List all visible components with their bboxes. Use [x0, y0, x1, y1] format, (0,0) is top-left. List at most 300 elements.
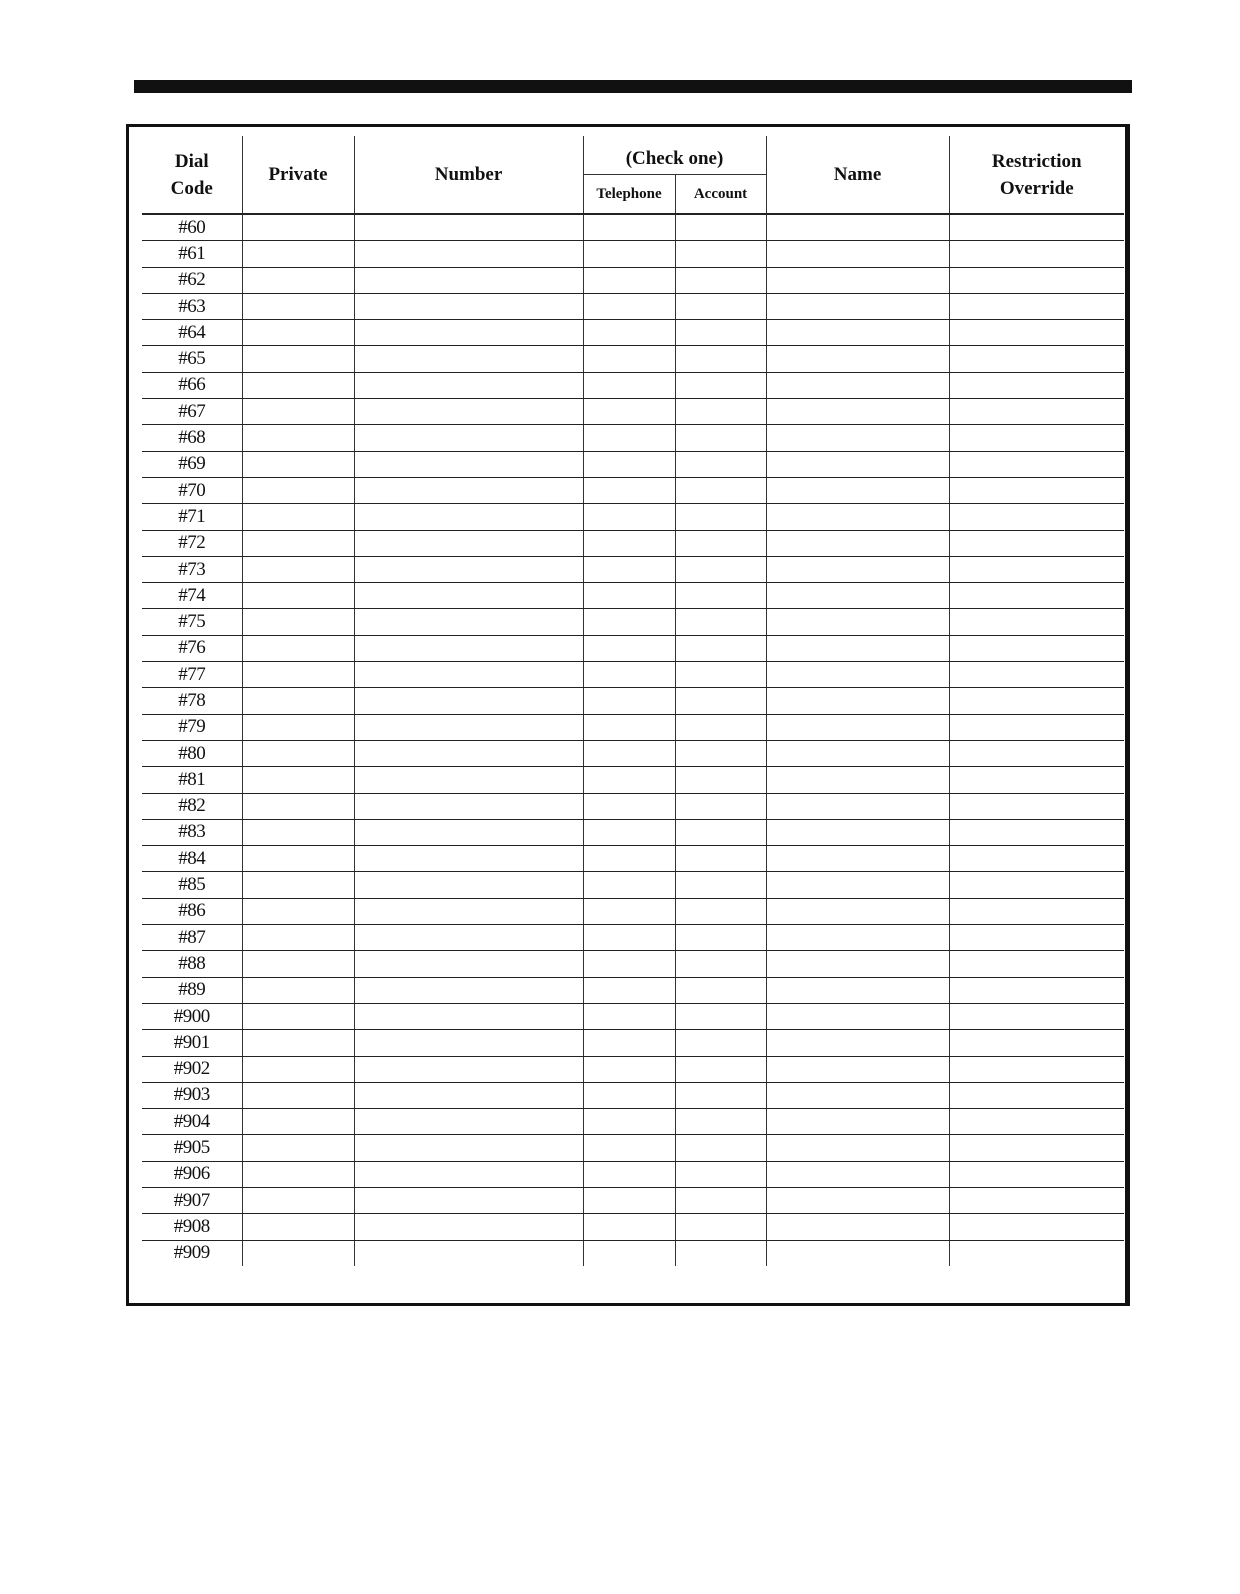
private-cell[interactable] [242, 925, 354, 951]
telephone-check-cell[interactable] [583, 451, 675, 477]
restriction-override-cell[interactable] [949, 925, 1124, 951]
telephone-check-cell[interactable] [583, 635, 675, 661]
name-cell[interactable] [766, 1082, 949, 1108]
private-cell[interactable] [242, 1109, 354, 1135]
telephone-check-cell[interactable] [583, 399, 675, 425]
account-check-cell[interactable] [675, 872, 766, 898]
number-cell[interactable] [354, 1003, 583, 1029]
restriction-override-cell[interactable] [949, 1003, 1124, 1029]
number-cell[interactable] [354, 635, 583, 661]
dial-code-cell: #75 [142, 609, 242, 635]
number-cell[interactable] [354, 1056, 583, 1082]
telephone-check-cell[interactable] [583, 1056, 675, 1082]
number-cell[interactable] [354, 1030, 583, 1056]
number-cell[interactable] [354, 451, 583, 477]
table-row [142, 819, 1124, 845]
name-cell[interactable] [766, 399, 949, 425]
account-check-cell[interactable] [675, 714, 766, 740]
name-cell[interactable] [766, 1240, 949, 1266]
restriction-override-cell[interactable] [949, 214, 1124, 241]
account-check-cell[interactable] [675, 688, 766, 714]
telephone-check-cell[interactable] [583, 714, 675, 740]
restriction-override-cell[interactable] [949, 425, 1124, 451]
account-check-cell[interactable] [675, 740, 766, 766]
telephone-header [583, 175, 675, 215]
telephone-check-cell[interactable] [583, 293, 675, 319]
number-cell[interactable] [354, 898, 583, 924]
restriction-header-line1: Restriction [991, 150, 1082, 172]
name-cell[interactable] [766, 767, 949, 793]
table-row [142, 1030, 1124, 1056]
table-row [142, 635, 1124, 661]
account-check-cell[interactable] [675, 451, 766, 477]
name-cell[interactable] [766, 1187, 949, 1213]
name-cell[interactable] [766, 583, 949, 609]
private-cell[interactable] [242, 819, 354, 845]
number-cell[interactable] [354, 1240, 583, 1266]
name-cell[interactable] [766, 346, 949, 372]
name-cell[interactable] [766, 635, 949, 661]
number-cell[interactable] [354, 214, 583, 241]
name-cell[interactable] [766, 530, 949, 556]
number-cell[interactable] [354, 1187, 583, 1213]
name-cell[interactable] [766, 714, 949, 740]
top-rule [134, 80, 1132, 93]
account-check-cell[interactable] [675, 214, 766, 241]
telephone-check-cell[interactable] [583, 793, 675, 819]
name-cell[interactable] [766, 241, 949, 267]
table-row [142, 1109, 1124, 1135]
name-cell[interactable] [766, 267, 949, 293]
table-row [142, 293, 1124, 319]
restriction-override-cell[interactable] [949, 504, 1124, 530]
private-cell[interactable] [242, 556, 354, 582]
number-cell[interactable] [354, 241, 583, 267]
telephone-check-cell[interactable] [583, 425, 675, 451]
number-cell[interactable] [354, 372, 583, 398]
telephone-check-cell[interactable] [583, 1161, 675, 1187]
private-cell[interactable] [242, 714, 354, 740]
restriction-override-cell[interactable] [949, 1109, 1124, 1135]
restriction-override-cell[interactable] [949, 635, 1124, 661]
number-cell[interactable] [354, 1161, 583, 1187]
table-row [142, 977, 1124, 1003]
dial-code-cell: #80 [142, 740, 242, 766]
telephone-check-cell[interactable] [583, 530, 675, 556]
restriction-override-cell[interactable] [949, 293, 1124, 319]
table-row [142, 451, 1124, 477]
number-cell[interactable] [354, 425, 583, 451]
telephone-check-cell[interactable] [583, 609, 675, 635]
restriction-override-cell[interactable] [949, 898, 1124, 924]
name-cell[interactable] [766, 1003, 949, 1029]
telephone-check-cell[interactable] [583, 214, 675, 241]
name-cell[interactable] [766, 1056, 949, 1082]
private-cell[interactable] [242, 346, 354, 372]
telephone-check-cell[interactable] [583, 872, 675, 898]
telephone-check-cell[interactable] [583, 346, 675, 372]
restriction-override-cell[interactable] [949, 688, 1124, 714]
table-row [142, 898, 1124, 924]
account-check-cell[interactable] [675, 556, 766, 582]
name-cell[interactable] [766, 977, 949, 1003]
private-cell[interactable] [242, 898, 354, 924]
private-cell[interactable] [242, 320, 354, 346]
table-row [142, 320, 1124, 346]
name-cell[interactable] [766, 1161, 949, 1187]
dial-code-cell: #901 [142, 1030, 242, 1056]
table-row [142, 925, 1124, 951]
account-check-cell[interactable] [675, 793, 766, 819]
telephone-check-cell[interactable] [583, 583, 675, 609]
number-cell[interactable] [354, 583, 583, 609]
telephone-check-cell[interactable] [583, 1187, 675, 1213]
table-row [142, 1135, 1124, 1161]
speed-dial-table [142, 136, 1124, 1266]
table-row [142, 662, 1124, 688]
restriction-override-cell[interactable] [949, 346, 1124, 372]
account-check-cell[interactable] [675, 425, 766, 451]
telephone-check-cell[interactable] [583, 1109, 675, 1135]
name-cell[interactable] [766, 951, 949, 977]
account-check-cell[interactable] [675, 583, 766, 609]
account-check-cell[interactable] [675, 1056, 766, 1082]
private-cell[interactable] [242, 688, 354, 714]
restriction-override-cell[interactable] [949, 1082, 1124, 1108]
check-one-label: (Check one) [625, 148, 724, 169]
table-body [142, 214, 1124, 1266]
account-check-cell[interactable] [675, 504, 766, 530]
account-check-cell[interactable] [675, 1135, 766, 1161]
dial-code-cell: #909 [173, 1242, 210, 1264]
account-check-cell[interactable] [675, 846, 766, 872]
account-check-cell[interactable] [675, 293, 766, 319]
table-row [142, 1082, 1124, 1108]
name-cell[interactable] [766, 898, 949, 924]
dial-code-cell: #82 [142, 793, 242, 819]
private-cell[interactable] [242, 1056, 354, 1082]
dial-code-cell: #71 [142, 504, 242, 530]
restriction-override-cell[interactable] [949, 767, 1124, 793]
number-cell[interactable] [354, 293, 583, 319]
name-cell[interactable] [766, 925, 949, 951]
dial-code-header [142, 136, 242, 214]
private-cell[interactable] [242, 504, 354, 530]
name-cell[interactable] [766, 504, 949, 530]
table-row [142, 1003, 1124, 1029]
name-cell[interactable] [766, 1030, 949, 1056]
private-cell[interactable] [242, 767, 354, 793]
private-cell[interactable] [242, 293, 354, 319]
private-cell[interactable] [242, 372, 354, 398]
private-cell[interactable] [242, 267, 354, 293]
telephone-header-label: Telephone [596, 185, 662, 202]
private-cell[interactable] [242, 241, 354, 267]
telephone-check-cell[interactable] [583, 1030, 675, 1056]
table-row [142, 267, 1124, 293]
restriction-override-cell[interactable] [949, 1240, 1124, 1266]
dial-code-cell: #900 [142, 1003, 242, 1029]
dial-code-cell: #65 [142, 346, 242, 372]
number-cell[interactable] [354, 1082, 583, 1108]
telephone-check-cell[interactable] [583, 320, 675, 346]
telephone-check-cell[interactable] [583, 556, 675, 582]
table-row [142, 425, 1124, 451]
restriction-override-cell[interactable] [949, 1161, 1124, 1187]
telephone-check-cell[interactable] [583, 819, 675, 845]
number-cell[interactable] [354, 819, 583, 845]
number-cell[interactable] [354, 477, 583, 503]
restriction-override-cell[interactable] [949, 740, 1124, 766]
name-cell[interactable] [766, 819, 949, 845]
private-cell[interactable] [242, 846, 354, 872]
account-header-label: Account [693, 185, 748, 202]
dial-code-cell: #905 [142, 1135, 242, 1161]
private-cell[interactable] [242, 1030, 354, 1056]
account-check-cell[interactable] [675, 977, 766, 1003]
dial-code-cell: #908 [142, 1214, 242, 1240]
dial-code-cell: #68 [142, 425, 242, 451]
restriction-override-cell[interactable] [949, 1214, 1124, 1240]
number-cell[interactable] [354, 1109, 583, 1135]
number-cell[interactable] [354, 714, 583, 740]
name-cell[interactable] [766, 609, 949, 635]
number-cell[interactable] [354, 688, 583, 714]
table-row [142, 609, 1124, 635]
private-cell[interactable] [242, 583, 354, 609]
dial-code-cell: #72 [142, 530, 242, 556]
number-header-label: Number [434, 164, 503, 185]
restriction-override-cell[interactable] [949, 530, 1124, 556]
private-cell[interactable] [242, 793, 354, 819]
table-row [142, 477, 1124, 503]
account-check-cell[interactable] [675, 609, 766, 635]
name-cell[interactable] [766, 688, 949, 714]
private-cell[interactable] [242, 1082, 354, 1108]
account-check-cell[interactable] [675, 530, 766, 556]
number-cell[interactable] [354, 267, 583, 293]
restriction-override-cell[interactable] [949, 241, 1124, 267]
number-cell[interactable] [354, 346, 583, 372]
account-check-cell[interactable] [675, 241, 766, 267]
table-row [142, 556, 1124, 582]
telephone-check-cell[interactable] [583, 767, 675, 793]
number-cell[interactable] [354, 740, 583, 766]
number-cell[interactable] [354, 609, 583, 635]
number-cell[interactable] [354, 399, 583, 425]
restriction-override-cell[interactable] [949, 267, 1124, 293]
account-check-cell[interactable] [675, 320, 766, 346]
name-cell[interactable] [766, 320, 949, 346]
number-cell[interactable] [354, 846, 583, 872]
restriction-header-line2: Override [999, 177, 1074, 199]
private-cell[interactable] [242, 635, 354, 661]
account-check-cell[interactable] [675, 635, 766, 661]
name-cell[interactable] [766, 1109, 949, 1135]
telephone-check-cell[interactable] [583, 951, 675, 977]
dial-code-cell: #88 [142, 951, 242, 977]
telephone-check-cell[interactable] [583, 846, 675, 872]
restriction-override-cell[interactable] [949, 819, 1124, 845]
account-check-cell[interactable] [675, 1030, 766, 1056]
account-check-cell[interactable] [675, 346, 766, 372]
account-check-cell[interactable] [675, 477, 766, 503]
dial-code-header-line2: Code [170, 177, 213, 199]
private-cell[interactable] [242, 740, 354, 766]
account-check-cell[interactable] [675, 1082, 766, 1108]
dial-code-cell: #69 [142, 451, 242, 477]
restriction-override-cell[interactable] [949, 872, 1124, 898]
private-cell[interactable] [242, 399, 354, 425]
dial-code-cell: #66 [142, 372, 242, 398]
private-cell[interactable] [242, 1003, 354, 1029]
private-cell[interactable] [242, 1161, 354, 1187]
table-row [142, 504, 1124, 530]
restriction-override-cell[interactable] [949, 846, 1124, 872]
dial-code-cell: #89 [142, 977, 242, 1003]
restriction-override-cell[interactable] [949, 399, 1124, 425]
private-cell[interactable] [242, 977, 354, 1003]
telephone-check-cell[interactable] [583, 977, 675, 1003]
dial-code-cell: #67 [142, 399, 242, 425]
table-row [142, 583, 1124, 609]
dial-code-cell: #907 [142, 1187, 242, 1213]
dial-code-cell: #85 [142, 872, 242, 898]
restriction-override-cell[interactable] [949, 477, 1124, 503]
private-cell[interactable] [242, 1240, 354, 1266]
private-cell[interactable] [242, 951, 354, 977]
restriction-override-cell[interactable] [949, 662, 1124, 688]
number-cell[interactable] [354, 767, 583, 793]
private-cell[interactable] [242, 477, 354, 503]
table-row [142, 951, 1124, 977]
number-cell[interactable] [354, 977, 583, 1003]
number-cell[interactable] [354, 320, 583, 346]
account-check-cell[interactable] [675, 372, 766, 398]
restriction-override-cell[interactable] [949, 451, 1124, 477]
restriction-override-cell[interactable] [949, 1056, 1124, 1082]
account-check-cell[interactable] [675, 951, 766, 977]
dial-code-cell: #76 [142, 635, 242, 661]
number-cell[interactable] [354, 1214, 583, 1240]
name-header-label: Name [833, 164, 882, 185]
telephone-check-cell[interactable] [583, 372, 675, 398]
number-cell[interactable] [354, 951, 583, 977]
telephone-check-cell[interactable] [583, 1214, 675, 1240]
private-cell[interactable] [242, 1187, 354, 1213]
private-cell[interactable] [242, 872, 354, 898]
account-check-cell[interactable] [675, 662, 766, 688]
name-cell[interactable] [766, 740, 949, 766]
private-cell[interactable] [242, 214, 354, 241]
private-cell[interactable] [242, 451, 354, 477]
telephone-check-cell[interactable] [583, 688, 675, 714]
restriction-override-cell[interactable] [949, 977, 1124, 1003]
telephone-check-cell[interactable] [583, 662, 675, 688]
number-cell[interactable] [354, 1135, 583, 1161]
telephone-check-cell[interactable] [583, 267, 675, 293]
number-cell[interactable] [354, 530, 583, 556]
name-cell[interactable] [766, 556, 949, 582]
account-check-cell[interactable] [675, 399, 766, 425]
name-cell[interactable] [766, 372, 949, 398]
number-cell[interactable] [354, 556, 583, 582]
restriction-override-cell[interactable] [949, 1187, 1124, 1213]
telephone-check-cell[interactable] [583, 740, 675, 766]
restriction-override-cell[interactable] [949, 1030, 1124, 1056]
private-cell[interactable] [242, 1135, 354, 1161]
number-cell[interactable] [354, 925, 583, 951]
account-check-cell[interactable] [675, 1214, 766, 1240]
account-check-cell[interactable] [675, 925, 766, 951]
account-check-cell[interactable] [675, 819, 766, 845]
name-cell[interactable] [766, 477, 949, 503]
telephone-check-cell[interactable] [583, 925, 675, 951]
account-check-cell[interactable] [675, 1161, 766, 1187]
dial-code-cell: #60 [142, 214, 242, 241]
restriction-override-cell[interactable] [949, 556, 1124, 582]
telephone-check-cell[interactable] [583, 898, 675, 924]
account-check-cell[interactable] [675, 1109, 766, 1135]
account-check-cell[interactable] [675, 1240, 766, 1266]
restriction-override-cell[interactable] [949, 951, 1124, 977]
table-row [142, 767, 1124, 793]
name-cell[interactable] [766, 872, 949, 898]
telephone-check-cell[interactable] [583, 1082, 675, 1108]
name-cell[interactable] [766, 846, 949, 872]
telephone-check-cell[interactable] [583, 477, 675, 503]
dial-code-cell: #63 [142, 293, 242, 319]
telephone-check-cell[interactable] [583, 504, 675, 530]
restriction-override-cell[interactable] [949, 793, 1124, 819]
number-cell[interactable] [354, 662, 583, 688]
restriction-override-cell[interactable] [949, 583, 1124, 609]
account-check-cell[interactable] [675, 898, 766, 924]
name-cell[interactable] [766, 451, 949, 477]
number-cell[interactable] [354, 872, 583, 898]
restriction-override-cell[interactable] [949, 1135, 1124, 1161]
account-check-cell[interactable] [675, 1003, 766, 1029]
account-check-cell[interactable] [675, 1187, 766, 1213]
telephone-check-cell[interactable] [583, 1240, 675, 1266]
dial-code-cell: #87 [142, 925, 242, 951]
private-header [242, 136, 354, 214]
account-check-cell[interactable] [675, 267, 766, 293]
private-cell[interactable] [242, 1214, 354, 1240]
telephone-check-cell[interactable] [583, 1003, 675, 1029]
name-cell[interactable] [766, 293, 949, 319]
restriction-override-cell[interactable] [949, 609, 1124, 635]
number-cell[interactable] [354, 504, 583, 530]
restriction-override-cell[interactable] [949, 320, 1124, 346]
name-cell[interactable] [766, 214, 949, 241]
name-cell[interactable] [766, 1214, 949, 1240]
name-cell[interactable] [766, 425, 949, 451]
restriction-override-cell[interactable] [949, 714, 1124, 740]
account-check-cell[interactable] [675, 767, 766, 793]
name-cell[interactable] [766, 793, 949, 819]
name-cell[interactable] [766, 1135, 949, 1161]
private-cell[interactable] [242, 425, 354, 451]
telephone-check-cell[interactable] [583, 241, 675, 267]
private-cell[interactable] [242, 530, 354, 556]
restriction-override-cell[interactable] [949, 372, 1124, 398]
telephone-check-cell[interactable] [583, 1135, 675, 1161]
number-cell[interactable] [354, 793, 583, 819]
private-cell[interactable] [242, 662, 354, 688]
name-cell[interactable] [766, 662, 949, 688]
private-cell[interactable] [242, 609, 354, 635]
